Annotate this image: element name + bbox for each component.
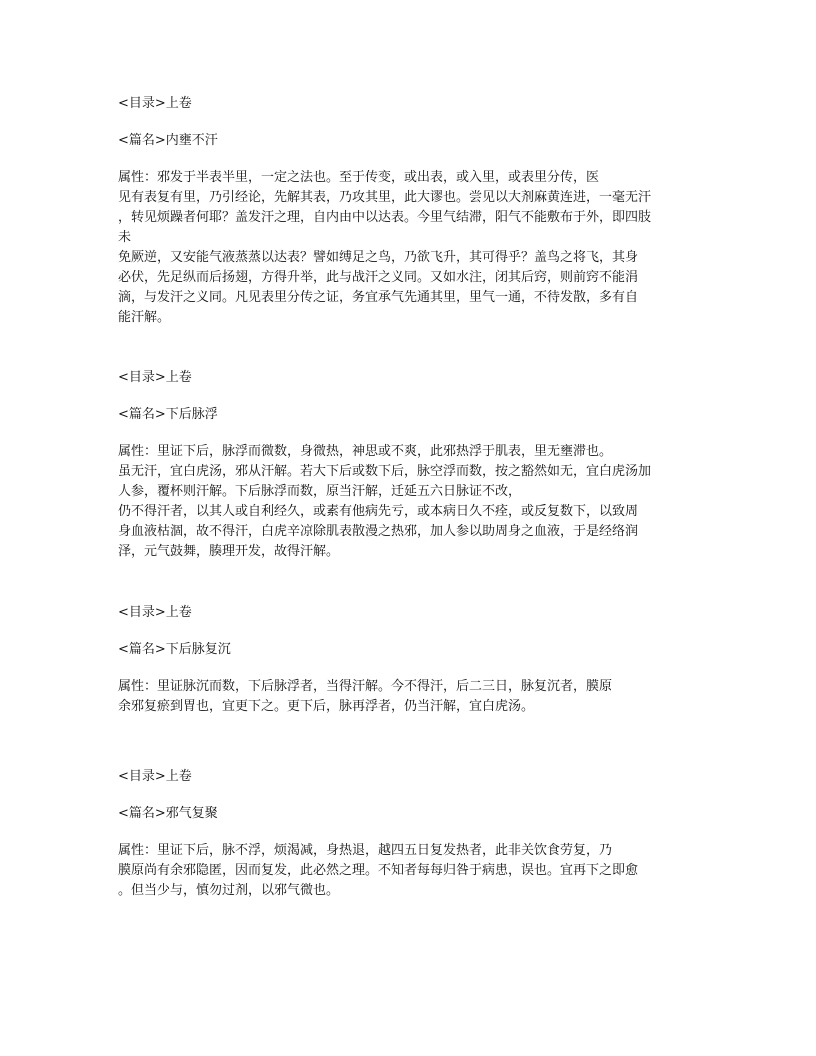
- body-line: 属性：邪发于半表半里，一定之法也。至于传变，或出表，或入里，或表里分传，医: [118, 170, 600, 185]
- body-line: 属性：里证下后，脉浮而微数，身微热，神思或不爽，此邪热浮于肌表，里无壅滞也。: [118, 444, 613, 459]
- chapter-title: <篇名>下后脉复沉: [118, 642, 231, 657]
- chapter-title: <篇名>邪气复聚: [118, 806, 218, 821]
- catalog-label: <目录>上卷: [118, 96, 192, 111]
- section-nei-yong-bu-han: [118, 94, 698, 328]
- section-xie-qi-fu-ju: [118, 767, 698, 901]
- body-line: 见有表复有里，乃引经论，先解其表，乃攻其里，此大谬也。尝见以大剂麻黄连进，一毫无汗: [118, 190, 652, 205]
- body-line: 属性：里证脉沉而数，下后脉浮者，当得汗解。今不得汗，后二三日，脉复沉者，膜原: [118, 679, 613, 694]
- body-line: 身血液枯涸，故不得汗，白虎辛凉除肌表散漫之热邪，加人参以助周身之血液，于是经络润: [118, 524, 639, 539]
- body-line: ，转见烦躁者何耶？盖发汗之理，自内由中以达表。今里气结滞，阳气不能敷布于外，即四肢: [118, 210, 652, 225]
- catalog-label: <目录>上卷: [118, 605, 192, 620]
- section-body: [118, 841, 698, 901]
- body-line: 未: [118, 230, 132, 245]
- chapter-title: <篇名>下后脉浮: [118, 407, 218, 422]
- body-line: 泽，元气鼓舞，腠理开发，故得汗解。: [118, 544, 340, 559]
- section-body: [118, 677, 698, 717]
- section-body: [118, 442, 698, 562]
- catalog-label: <目录>上卷: [118, 370, 192, 385]
- catalog-label: <目录>上卷: [118, 769, 192, 784]
- body-line: 仍不得汗者，以其人或自利经久，或素有他病先亏，或本病日久不痊，或反复数下，以致周: [118, 504, 639, 519]
- body-line: 滴，与发汗之义同。凡见表里分传之证，务宜承气先通其里，里气一通，不待发散，多有自: [118, 290, 639, 305]
- body-line: 免厥逆，又安能气液蒸蒸以达表？譬如缚足之鸟，乃欲飞升，其可得乎？盖鸟之将飞，其身: [118, 250, 639, 265]
- body-line: 膜原尚有余邪隐匿，因而复发，此必然之理。不知者每每归咎于病患，误也。宜再下之即愈: [118, 863, 639, 878]
- body-line: 。但当少与，慎勿过剂，以邪气微也。: [118, 883, 340, 898]
- section-xia-hou-mai-fu: [118, 368, 698, 562]
- body-line: 必伏，先足纵而后扬翅，方得升举，此与战汗之义同。又如水注，闭其后窍，则前窍不能涓: [118, 270, 639, 285]
- body-line: 余邪复瘀到胃也，宜更下之。更下后，脉再浮者，仍当汗解，宜白虎汤。: [118, 699, 535, 714]
- body-line: 能汗解。: [118, 310, 171, 325]
- chapter-title: <篇名>内壅不汗: [118, 133, 218, 148]
- body-line: 人参，覆杯则汗解。下后脉浮而数，原当汗解，迁延五六日脉证不改，: [118, 484, 522, 499]
- body-line: 虽无汗，宜白虎汤，邪从汗解。若大下后或数下后，脉空浮而数，按之豁然如无，宜白虎汤加: [118, 464, 652, 479]
- section-body: [118, 168, 698, 328]
- body-line: 属性：里证下后，脉不浮，烦渴减，身热退，越四五日复发热者，此非关饮食劳复，乃: [118, 843, 613, 858]
- section-xia-hou-mai-fu-chen: [118, 603, 698, 717]
